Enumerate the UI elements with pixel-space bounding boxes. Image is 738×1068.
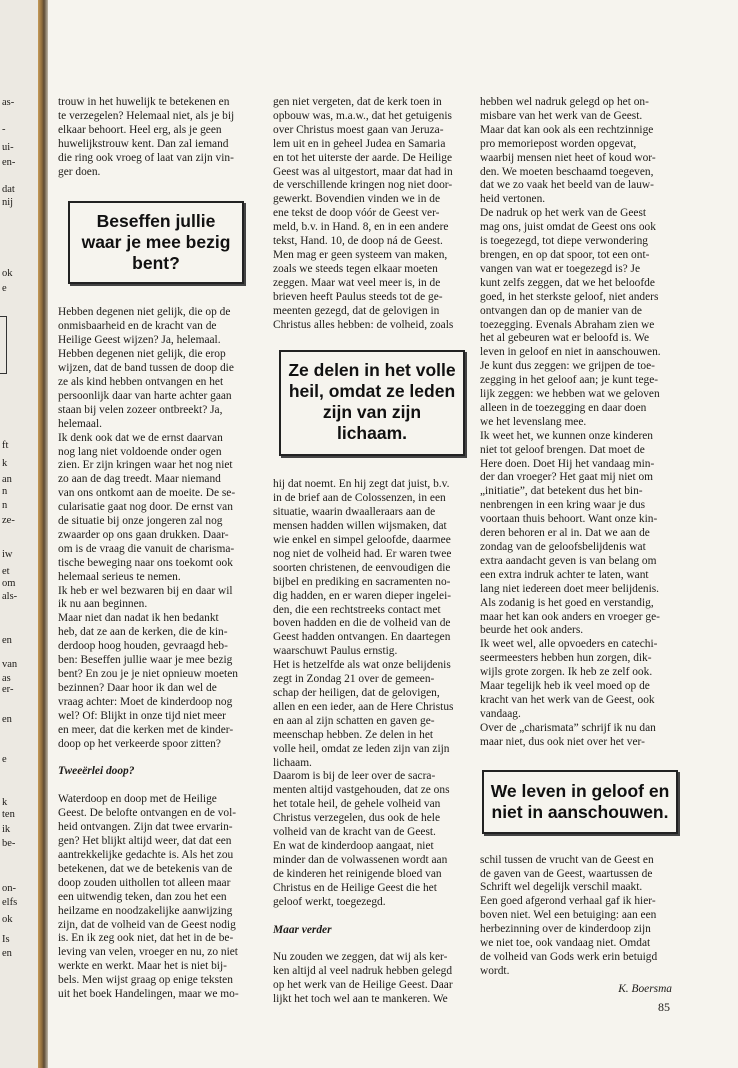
author-name: K. Boersma bbox=[618, 982, 672, 995]
text-line: zoals we steeds tegen elkaar moeten bbox=[273, 262, 438, 275]
text-line: ze als kind hebben ontvangen en het bbox=[58, 375, 224, 388]
text-line: Here doen. Doet Hij het vandaag min- bbox=[480, 457, 655, 470]
book-gutter bbox=[38, 0, 48, 1068]
text-line: zeggen. Maar wat veel meer is, in de bbox=[273, 276, 441, 289]
text-line: misbare van het werk van de Geest. bbox=[480, 109, 643, 122]
text-line: maar het kan ook anders en vroeger ge- bbox=[480, 610, 660, 623]
text-line: den. We moeten beschaamd toegeven, bbox=[480, 165, 654, 178]
text-line: herbezinning over de kinderdoop zijn bbox=[480, 923, 651, 936]
text-line: ben: Beseffen jullie waar je mee bezig bbox=[58, 654, 233, 667]
page bbox=[48, 0, 738, 1068]
previous-page-fragment: an bbox=[2, 474, 12, 485]
previous-page-fragment: en bbox=[2, 948, 12, 959]
text-line: boven niet. Wel een betuiging: aan een bbox=[480, 909, 657, 922]
text-line: de kinderen het reinigende bloed van bbox=[273, 867, 442, 880]
text-line: in de brief aan de Colossenzen, in een bbox=[273, 492, 446, 505]
text-line: ger doen. bbox=[58, 165, 101, 178]
text-line: Nu zouden we zeggen, dat wij als ker- bbox=[273, 951, 448, 964]
text-line: bent? En zou je je niet opnieuw moeten bbox=[58, 668, 238, 680]
text-line: extra aandacht geven is van belang om bbox=[480, 554, 657, 567]
text-line: waarschuwt Paulus ernstig. bbox=[273, 645, 398, 658]
text-line: soorten christenen, de eenvoudigen die bbox=[273, 561, 451, 574]
text-line: leven in geloof en niet in aanschouwen. bbox=[480, 346, 661, 359]
pull-quote-3 bbox=[482, 770, 678, 834]
text-line: Christus en de Heilige Geest die het bbox=[273, 881, 437, 894]
text-line: de volheid van Gods werk erin betuigd bbox=[480, 950, 658, 963]
text-line: doop zouden uithollen tot alleen maar bbox=[58, 876, 231, 889]
text-line: En wat de kinderdoop aangaat, niet bbox=[273, 839, 434, 852]
text-line: Je kunt dus zeggen: we grijpen de toe- bbox=[480, 360, 655, 373]
text-line: voortaan thuis behoort. Want onze kin- bbox=[480, 513, 658, 526]
col1-main-text bbox=[58, 306, 254, 751]
text-line: allen en een ieder, aan de Here Christus bbox=[273, 700, 454, 713]
text-line: heid vertonen. bbox=[480, 193, 546, 206]
text-line: lem uit en in geheel Judea en Samaria bbox=[273, 137, 446, 150]
text-line: lang niet iedereen doet meer belijdenis. bbox=[480, 582, 660, 595]
text-line: Ik weet wel, alle opvoeders en catechi- bbox=[480, 638, 658, 651]
previous-page-fragment: k bbox=[2, 458, 8, 469]
text-line: dat we zo vaak het beeld van de lauw- bbox=[480, 179, 654, 192]
text-line: wordt. bbox=[480, 964, 510, 977]
text-line: leving van velen, vroeger en nu, zo niet bbox=[58, 946, 238, 959]
text-line: dig hadden, en er waren dieper ingelei- bbox=[273, 589, 452, 602]
text-line: is. En ik zeg ook niet, dat het in de be- bbox=[58, 932, 234, 945]
text-line: Geest. De belofte ontvangen en de vol- bbox=[58, 807, 237, 820]
text-line: werkte en werkt. Maar het is niet bij- bbox=[58, 960, 227, 973]
text-line: persoonlijk daar van harte achter gaan bbox=[58, 389, 232, 402]
text-line: brengen, en op dat spoor, tot een ont- bbox=[480, 248, 650, 261]
text-line: lijkt het toch wel aan te mankeren. We bbox=[273, 993, 448, 1006]
text-line: nenbrengen in een kring waar je dus bbox=[480, 499, 646, 512]
previous-page-fragment: ui- bbox=[2, 142, 14, 153]
previous-page-fragment: et bbox=[2, 566, 10, 577]
text-line: onmisbaarheid en de kracht van de bbox=[58, 320, 217, 333]
text-line: zien. Er zijn kringen waar het nog niet bbox=[58, 459, 233, 472]
previous-page-fragment: en bbox=[2, 714, 12, 725]
col3-main-text bbox=[480, 96, 680, 750]
pull-quote-2 bbox=[279, 350, 465, 456]
previous-page-fragment: nij bbox=[2, 197, 14, 208]
text-line: Geest hadden ontvangen. En daartegen bbox=[273, 631, 451, 644]
previous-page-fragment: e bbox=[2, 283, 7, 294]
text-line: vangen van wat er toegezegd is? Je bbox=[480, 262, 641, 275]
text-line: goed, in het sterkste geloof, niet anders bbox=[480, 290, 659, 303]
text-line: Schrift wel degelijk verschil maakt. bbox=[480, 881, 643, 894]
previous-page-fragment: ze- bbox=[2, 515, 15, 526]
text-line: Ik heb er wel bezwaren bij en daar wil bbox=[58, 584, 233, 597]
previous-page-fragment: iw bbox=[2, 549, 13, 560]
text-line: minder dan de volwassenen wordt aan bbox=[273, 853, 448, 866]
text-line: doop op het verkeerde spoor zitten? bbox=[58, 737, 221, 750]
page-number: 85 bbox=[658, 1000, 670, 1014]
text-line: der dan vroeger? Het gaat mij niet om bbox=[480, 471, 654, 484]
text-line: nog lang niet voldoende onder ogen bbox=[58, 445, 222, 458]
column-2 bbox=[273, 96, 471, 1007]
text-line: Maar tegelijk heb ik veel moed op de bbox=[480, 680, 650, 693]
text-line: Als zodanig is het goed en verstandig, bbox=[480, 596, 654, 609]
text-line: is toegezegd, tot diepe verwondering bbox=[480, 235, 648, 248]
text-line: maar niet, dus ook niet over het ver- bbox=[480, 735, 645, 748]
previous-page-fragment: ten bbox=[2, 809, 15, 820]
text-line: ontvangen dan op de manier van de bbox=[480, 304, 642, 317]
previous-page-fragment: ok bbox=[2, 914, 13, 925]
text-line: en meer, dat die kerken met de kinder- bbox=[58, 723, 234, 736]
text-line: Christus verzegelen, dus ook de hele bbox=[273, 812, 441, 825]
text-line: brieven heeft Paulus steeds tot de ge- bbox=[273, 290, 443, 303]
text-line: vandaag. bbox=[480, 707, 521, 720]
text-line: cularisatie gaat nog door. De ernst van bbox=[58, 501, 233, 514]
col3-end-text bbox=[480, 854, 680, 979]
previous-page-fragment: as bbox=[2, 673, 11, 684]
text-line: ken altijd al veel nadruk hebben gelegd bbox=[273, 965, 453, 978]
text-line: schap der heiligen, dat de gelovigen, bbox=[273, 687, 440, 699]
text-line: Het is hetzelfde als wat onze belijdenis bbox=[273, 659, 451, 672]
text-line: om is de vraag die vanuit de charisma- bbox=[58, 542, 235, 555]
text-line: van ons ontkomt aan de moeite. De se- bbox=[58, 487, 236, 500]
previous-page-fragment: k bbox=[2, 797, 8, 808]
text-line: ene tekst de doop vóór de Geest ver- bbox=[273, 207, 440, 220]
previous-page-fragment: ik bbox=[2, 824, 11, 835]
previous-page-fragment: e bbox=[2, 754, 7, 765]
text-line: mensen hadden willen wijsmaken, dat bbox=[273, 520, 447, 533]
previous-page-fragment: als- bbox=[2, 591, 18, 602]
text-line: heb, dat ze aan de kerken, die de kin- bbox=[58, 626, 228, 639]
text-line: uit het boek Handelingen, maar we mo- bbox=[58, 988, 239, 1001]
pull-quote-3-text: We leven in geloof en niet in aanschouwen. bbox=[490, 780, 670, 822]
text-line: bezinnen? Daar hoor ik dan wel de bbox=[58, 681, 217, 694]
text-line: zegt in Zondag 21 over de gemeen- bbox=[273, 673, 435, 686]
previous-page-fragment: n bbox=[2, 486, 8, 497]
text-line: huwelijkstrouw kent. Dan zal iemand bbox=[58, 137, 229, 150]
text-line: meld, b.v. in Hand. 8, en in een andere bbox=[273, 221, 449, 234]
text-line: „initiatie”, dat betekent dus het bin- bbox=[480, 485, 643, 498]
text-line: gen? Het blijkt altijd weer, dat dat een bbox=[58, 835, 232, 848]
text-line: Hebben degenen niet gelijk, die erop bbox=[58, 348, 226, 361]
text-line: en aan al zijn schatten en gaven ge- bbox=[273, 714, 435, 727]
text-line: het al gebeuren wat er beloofd is. We bbox=[480, 332, 650, 345]
subheading-tweeerlei-doop: Tweeërlei doop? bbox=[58, 765, 135, 778]
previous-page-fragment: elfs bbox=[2, 897, 18, 908]
text-line: de gaven van de Geest, waartussen de bbox=[480, 867, 653, 880]
text-line: heid ontvangen. Zijn dat twee ervarin- bbox=[58, 821, 233, 834]
text-line: die ring ook vroeg of laat van zijn vin- bbox=[58, 151, 234, 164]
text-line: Daarom is bij de leer over de sacra- bbox=[273, 770, 436, 783]
col2-top-text bbox=[273, 96, 471, 332]
text-line: hebben wel nadruk gelegd op het on- bbox=[480, 96, 649, 108]
text-line: geloof werkt, toegezegd. bbox=[273, 895, 386, 908]
text-line: alleen in de toezegging en daar doen bbox=[480, 401, 647, 414]
text-line: de situatie bij onze jongeren zal nog bbox=[58, 515, 223, 528]
text-line: Ik weet het, we kunnen onze kinderen bbox=[480, 429, 654, 442]
text-line: Over de „charismata” schrijf ik nu dan bbox=[480, 721, 656, 734]
text-line: meenten gezegd, dat de gelovigen in bbox=[273, 304, 440, 317]
text-line: Hebben degenen niet gelijk, die op de bbox=[58, 306, 231, 319]
text-line: boven hadden en die de volheid van de bbox=[273, 617, 451, 630]
text-line: situatie, waarin dwaalleraars aan de bbox=[273, 506, 436, 519]
col1-top-text bbox=[58, 96, 254, 179]
previous-page-fragment: om bbox=[2, 578, 16, 589]
text-line: kracht van het werk van de Geest, ook bbox=[480, 693, 655, 706]
subheading-maar-verder: Maar verder bbox=[273, 923, 332, 936]
col1-end-text bbox=[58, 793, 254, 1002]
col2-main-text bbox=[273, 478, 471, 909]
previous-page-box-edge bbox=[0, 316, 7, 374]
text-line: beurde het ook anders. bbox=[480, 624, 584, 637]
text-line: we niet toe, ook vandaag niet. Omdat bbox=[480, 937, 651, 950]
text-line: staan bij velen zozeer ontbreekt? Ja, bbox=[58, 403, 223, 416]
text-line: toezegging. Evenals Abraham zien we bbox=[480, 318, 655, 331]
column-3 bbox=[480, 96, 680, 997]
text-line: Heilige Geest wijzen? Ja, helemaal. bbox=[58, 334, 221, 347]
previous-page-fragment: ft bbox=[2, 440, 9, 451]
text-line: wie enkel en simpel geloofde, daarmee bbox=[273, 534, 451, 547]
previous-page-fragment: dat bbox=[2, 184, 15, 195]
text-line: Maar niet dan nadat ik hen bedankt bbox=[58, 612, 219, 625]
text-line: kunt zelfs zeggen, dat we het beloofde bbox=[480, 276, 655, 289]
pull-quote-1-text: Beseffen jullie waar je mee bezig bent? bbox=[81, 211, 231, 274]
text-line: mag ons, juist omdat de Geest ons ook bbox=[480, 221, 656, 234]
previous-page-fragment: be- bbox=[2, 838, 16, 849]
text-line: volle heil, omdat ze leden zijn van zijn bbox=[273, 742, 450, 755]
text-line: deren behoren er al in. Dat we aan de bbox=[480, 527, 650, 540]
pull-quote-2-text: Ze delen in het volle heil, omdat ze leden zijn van zijn lichaam. bbox=[288, 360, 456, 444]
text-line: Geest was al uitgestort, maar dat had in bbox=[273, 165, 453, 178]
text-line: waarbij mensen niet heet of koud wor- bbox=[480, 151, 656, 164]
previous-page-fragment: n bbox=[2, 500, 8, 511]
text-line: zondag van de geloofsbelijdenis wat bbox=[480, 541, 646, 553]
previous-page-fragment: en- bbox=[2, 157, 16, 168]
text-line: aantrekkelijke gedachte is. Als het zou bbox=[58, 848, 234, 861]
text-line: lijk zeggen: we hebben wat we geloven bbox=[480, 388, 660, 401]
text-line: Christus alles hebben: de volheid, zoals bbox=[273, 318, 454, 331]
text-line: den, die een rechtstreeks contact met bbox=[273, 603, 441, 616]
text-line: Waterdoop en doop met de Heilige bbox=[58, 793, 217, 806]
text-line: de verschillende kringen nog niet door- bbox=[273, 179, 453, 192]
text-line: nog niet de volheid had. Er waren twee bbox=[273, 547, 452, 560]
previous-page-fragment: van bbox=[2, 659, 18, 670]
text-line: bijbel en prediking en sacramenten no- bbox=[273, 575, 451, 588]
text-line: zwaarder op ons gaan drukken. Daar- bbox=[58, 528, 229, 541]
text-line: Een goed afgerond verhaal gaf ik hier- bbox=[480, 895, 656, 908]
text-line: Maar dat kan ook als een rechtzinnige bbox=[480, 123, 654, 136]
text-line: pro memoriepost worden opgevat, bbox=[480, 137, 637, 150]
previous-page-edge bbox=[0, 0, 40, 1068]
previous-page-fragment: er- bbox=[2, 684, 14, 695]
text-line: helemaal serieus te nemen. bbox=[58, 570, 181, 583]
text-line: wijls grote zorgen. Ik heb ze zelf ook. bbox=[480, 666, 653, 679]
text-line: trouw in het huwelijk te betekenen en bbox=[58, 96, 230, 108]
text-line: wel? Of: Blijkt in onze tijd niet meer bbox=[58, 709, 226, 722]
text-line: seermeesters hebben hun zorgen, dik- bbox=[480, 652, 652, 665]
text-line: opbouw was, m.a.w., dat het getuigenis bbox=[273, 109, 452, 122]
text-line: gen niet vergeten, dat de kerk toen in bbox=[273, 96, 442, 108]
text-line: gewerkt. Bovendien vinden we in de bbox=[273, 193, 441, 206]
text-line: een uitwendig teken, dan zou het een bbox=[58, 890, 227, 903]
text-line: schil tussen de vrucht van de Geest en bbox=[480, 853, 654, 866]
text-line: zo aan de dag treedt. Maar niemand bbox=[58, 473, 221, 486]
pull-quote-1 bbox=[68, 201, 244, 284]
text-line: hij dat noemt. En hij zegt dat juist, b.v. bbox=[273, 478, 450, 491]
text-line: tische beweging naar ons toekomt ook bbox=[58, 556, 233, 569]
previous-page-fragment: ok bbox=[2, 268, 13, 279]
column-1 bbox=[58, 96, 254, 1002]
text-line: menten altijd vastgehouden, dat ze ons bbox=[273, 784, 450, 797]
text-line: vraag achter: Moet de kinderdoop nog bbox=[58, 695, 233, 708]
text-line: bels. Men wijst graag op enige teksten bbox=[58, 974, 233, 987]
text-line: tekst, Hand. 10, de doop ná de Geest. bbox=[273, 235, 443, 248]
text-line: derdoop hoog houden, gevraagd heb- bbox=[58, 640, 228, 653]
text-line: ik nu aan beginnen. bbox=[58, 598, 148, 611]
text-line: betekenen, dat we de betekenis van de bbox=[58, 862, 233, 875]
text-line: wijzen, dat de band tussen de doop die bbox=[58, 362, 234, 375]
text-line: De nadruk op het werk van de Geest bbox=[480, 207, 647, 220]
text-line: een extra indruk achter te laten, want bbox=[480, 568, 649, 581]
previous-page-fragment: en bbox=[2, 635, 12, 646]
text-line: en tot het uiterste der aarde. De Heilige bbox=[273, 151, 453, 164]
text-line: zegging in het geloof aan; je kunt tege- bbox=[480, 374, 659, 387]
text-line: Men mag er geen systeem van maken, bbox=[273, 248, 448, 261]
previous-page-fragment: as- bbox=[2, 97, 15, 108]
text-line: heilzame en noodzakelijke aanwijzing bbox=[58, 904, 233, 917]
text-line: lichaam. bbox=[273, 756, 312, 769]
previous-page-fragment: - bbox=[2, 124, 6, 135]
text-line: te verzegelen? Helemaal niet, als je bij bbox=[58, 109, 235, 122]
text-line: over Christus moest gaan van Jeruza- bbox=[273, 123, 444, 136]
text-line: meenschap hebben. Ze delen in het bbox=[273, 728, 434, 741]
text-line: elkaar behoort. Heel erg, als je geen bbox=[58, 123, 222, 136]
col2-end-text bbox=[273, 951, 471, 1007]
previous-page-fragment: on- bbox=[2, 883, 16, 894]
text-line: zijn, dat de volheid van de Geest nodig bbox=[58, 918, 236, 931]
text-line: volheid van de kracht van de Geest. bbox=[273, 826, 436, 839]
text-line: op het werk van de Heilige Geest. Daar bbox=[273, 979, 453, 992]
text-line: helemaal. bbox=[58, 417, 102, 430]
text-line: niet tot geloof brengen. Dat moet de bbox=[480, 443, 645, 456]
previous-page-fragment: Is bbox=[2, 934, 10, 945]
text-line: het totale heil, de gehele volheid van bbox=[273, 798, 441, 811]
text-line: we het levenslang mee. bbox=[480, 415, 587, 428]
text-line: Ik denk ook dat we de ernst daarvan bbox=[58, 431, 223, 444]
